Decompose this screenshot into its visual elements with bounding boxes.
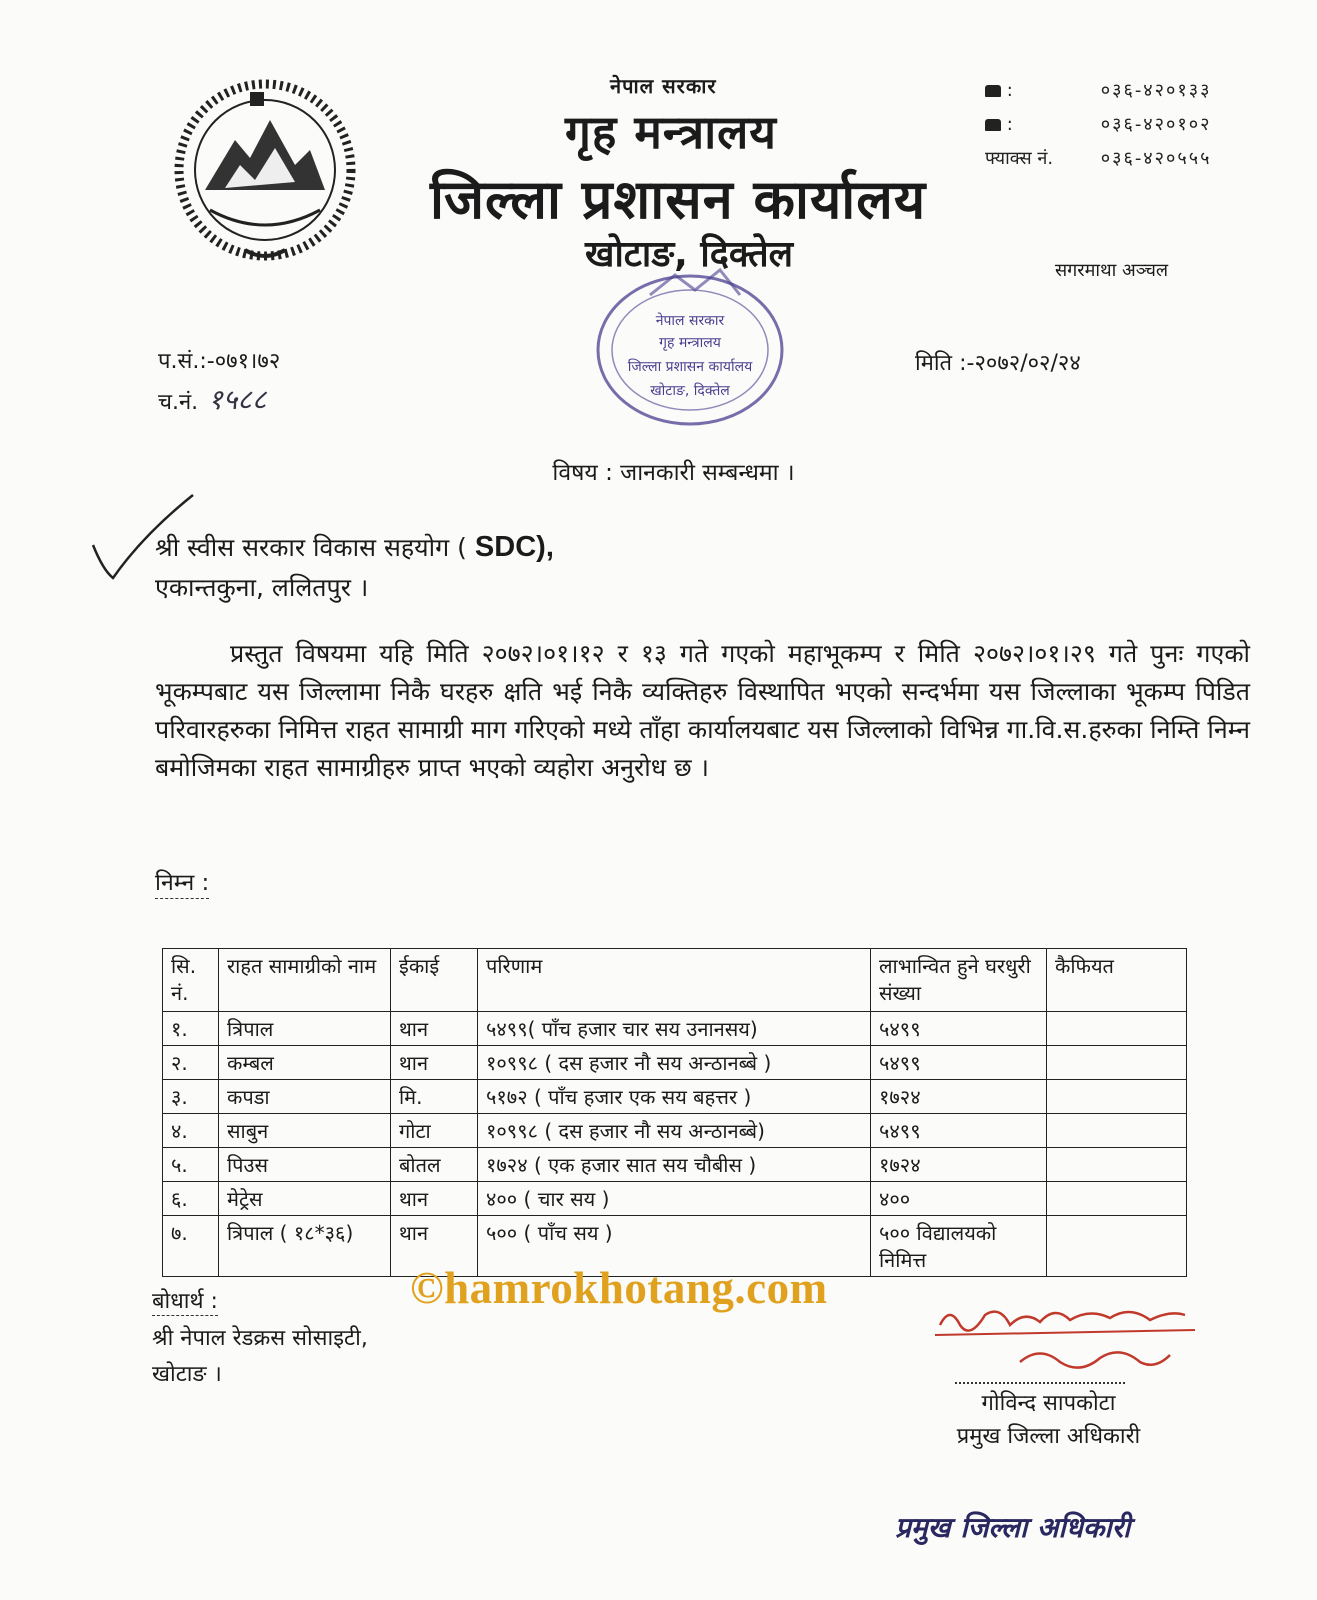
list-title: निम्न : (155, 865, 209, 899)
reference-number (158, 345, 280, 375)
recipient-line-2: एकान्तकुना, ललितपुर । (155, 573, 369, 602)
table-header-row (163, 949, 1187, 1012)
cell-remarks (1047, 1216, 1187, 1277)
cell-item: त्रिपाल ( १८*३६) (219, 1216, 391, 1277)
phone-icon (985, 85, 1001, 97)
recipient-abbr: SDC (466, 531, 537, 563)
cell-quantity: ५४९९( पाँच हजार चार सय उनानसय) (478, 1012, 871, 1046)
government-label: नेपाल सरकार (610, 74, 717, 98)
dispatch-number (158, 380, 266, 418)
cell-households: ५४९९ (871, 1046, 1047, 1080)
cell-unit: थान (391, 1182, 478, 1216)
col-header-sn: सि. नं. (163, 949, 219, 1012)
fax-label: फ्याक्स नं. (985, 148, 1054, 169)
col-header-item: राहत सामाग्रीको नाम (219, 949, 391, 1012)
contact-phone-1: : ०३६-४२०१३३ (985, 78, 1211, 102)
designation-stamp: प्रमुख जिल्ला अधिकारी (895, 1511, 1131, 1544)
recipient-suffix: ), (536, 531, 554, 563)
signatory-title: प्रमुख जिल्ला अधिकारी (956, 1424, 1141, 1449)
cell-item: त्रिपाल (219, 1012, 391, 1046)
date-value: २०७२/०२/२४ (974, 351, 1081, 376)
cell-quantity: १०९९८ ( दस हजार नौ सय अन्ठानब्बे ) (478, 1046, 871, 1080)
col-header-remarks: कैफियत (1047, 949, 1187, 1012)
col-header-households: लाभान्वित हुने घरधुरी संख्या (871, 949, 1047, 1012)
cell-sn: ५. (163, 1148, 219, 1182)
cell-unit: थान (391, 1216, 478, 1277)
cell-sn: ७. (163, 1216, 219, 1277)
dispatch-value: १५८८ (208, 383, 267, 416)
office-title: जिल्ला प्रशासन कार्यालय (430, 168, 927, 231)
ref-value: ०७१।७२ (214, 349, 281, 374)
cc-title: बोधार्थ : (152, 1285, 218, 1316)
cell-unit: थान (391, 1012, 478, 1046)
cell-item: पिउस (219, 1148, 391, 1182)
cell-quantity: ४०० ( चार सय ) (478, 1182, 871, 1216)
cell-item: कपडा (219, 1080, 391, 1114)
stamp-line-4: खोटाङ, दिक्तेल (650, 383, 730, 399)
cell-item: कम्बल (219, 1046, 391, 1080)
cell-unit: बोतल (391, 1148, 478, 1182)
contact-value: ०३६-४२०५५५ (1100, 148, 1212, 169)
cell-quantity: १७२४ ( एक हजार सात सय चौबीस ) (478, 1148, 871, 1182)
cell-unit: गोटा (391, 1114, 478, 1148)
col-header-unit: ईकाई (391, 949, 478, 1012)
office-location: खोटाङ, दिक्तेल (585, 234, 794, 275)
letter-date (915, 347, 1081, 377)
relief-table (162, 948, 1187, 1277)
dispatch-label: च.नं. (158, 390, 199, 415)
cell-quantity: १०९९८ ( दस हजार नौ सय अन्ठानब्बे) (478, 1114, 871, 1148)
cell-sn: २. (163, 1046, 219, 1080)
cell-remarks (1047, 1046, 1187, 1080)
signature-line (955, 1382, 1125, 1384)
cell-remarks (1047, 1148, 1187, 1182)
cell-remarks (1047, 1012, 1187, 1046)
recipient-prefix: श्री स्वीस सरकार विकास सहयोग ( (155, 533, 467, 562)
cell-quantity: ५०० ( पाँच सय ) (478, 1216, 871, 1277)
zone-label: सगरमाथा अञ्चल (1055, 260, 1169, 281)
cell-remarks (1047, 1080, 1187, 1114)
cell-households: १७२४ (871, 1148, 1047, 1182)
stamp-line-2: गृह मन्त्रालय (659, 335, 721, 351)
cell-sn: ६. (163, 1182, 219, 1216)
cell-sn: १. (163, 1012, 219, 1046)
stamp-line-1: नेपाल सरकार (655, 313, 725, 329)
table-row (163, 1080, 1187, 1114)
phone-icon (985, 119, 1001, 131)
ref-label: प.सं.:- (158, 349, 215, 374)
cell-quantity: ५१७२ ( पाँच हजार एक सय बहत्तर ) (478, 1080, 871, 1114)
table-row (163, 1182, 1187, 1216)
cell-sn: ३. (163, 1080, 219, 1114)
national-emblem (165, 70, 365, 270)
signatory-name: गोविन्द सापकोटा (981, 1391, 1116, 1416)
cc-line-2: खोटाङ । (152, 1362, 222, 1387)
cell-unit: मि. (391, 1080, 478, 1114)
cell-households: ४०० (871, 1182, 1047, 1216)
stamp-line-3: जिल्ला प्रशासन कार्यालय (627, 359, 753, 375)
cell-remarks (1047, 1114, 1187, 1148)
body-paragraph: प्रस्तुत विषयमा यहि मिति २०७२।०१।१२ र १३ गते गएको महाभूकम्प र मिति २०७२।०१।२९ गते पुनः गएको भूकम्पबाट यस जिल्लामा निकै घरहरु क्षति भई निकै व्यक्तिहरु विस्थापित भएको सन्दर्भमा यस जिल्लाका भूकम्प पिडित परिवारहरुका निमित्त राहत सामाग्री माग गरिएको मध्ये ताँहा कार्यालयबाट यस जिल्लाको विभिन्न गा.वि.स.हरुका निम्ति निम्न बमोजिमका राहत सामाग्रीहरु प्राप्त भएको व्यहोरा अनुरोध छ । (155, 639, 1250, 782)
cell-item: साबुन (219, 1114, 391, 1148)
cell-households: ५४९९ (871, 1114, 1047, 1148)
cell-sn: ४. (163, 1114, 219, 1148)
cell-households: ५४९९ (871, 1012, 1047, 1046)
contact-phone-2: : ०३६-४२०१०२ (985, 112, 1211, 136)
table-row (163, 1114, 1187, 1148)
office-stamp (590, 255, 790, 430)
handwritten-signature (930, 1300, 1200, 1385)
cell-item: मेट्रेस (219, 1182, 391, 1216)
cell-unit: थान (391, 1046, 478, 1080)
contact-value: ०३६-४२०१३३ (1100, 80, 1212, 101)
date-label: मिति :- (915, 351, 975, 376)
contact-value: ०३६-४२०१०२ (1100, 114, 1212, 135)
cc-line-1: श्री नेपाल रेडक्रस सोसाइटी, (152, 1326, 368, 1351)
subject-line: विषय : जानकारी सम्बन्धमा । (552, 460, 795, 486)
watermark: ©hamrokhotang.com (410, 1263, 828, 1313)
table-row (163, 1012, 1187, 1046)
cell-remarks (1047, 1182, 1187, 1216)
cell-households: १७२४ (871, 1080, 1047, 1114)
recipient-line-1 (155, 530, 554, 564)
table-row (163, 1046, 1187, 1080)
table-row (163, 1148, 1187, 1182)
ministry-title: गृह मन्त्रालय (565, 105, 777, 159)
contact-fax (985, 146, 1211, 170)
cell-households: ५०० विद्यालयको निमित्त (871, 1216, 1047, 1277)
col-header-quantity: परिणाम (478, 949, 871, 1012)
